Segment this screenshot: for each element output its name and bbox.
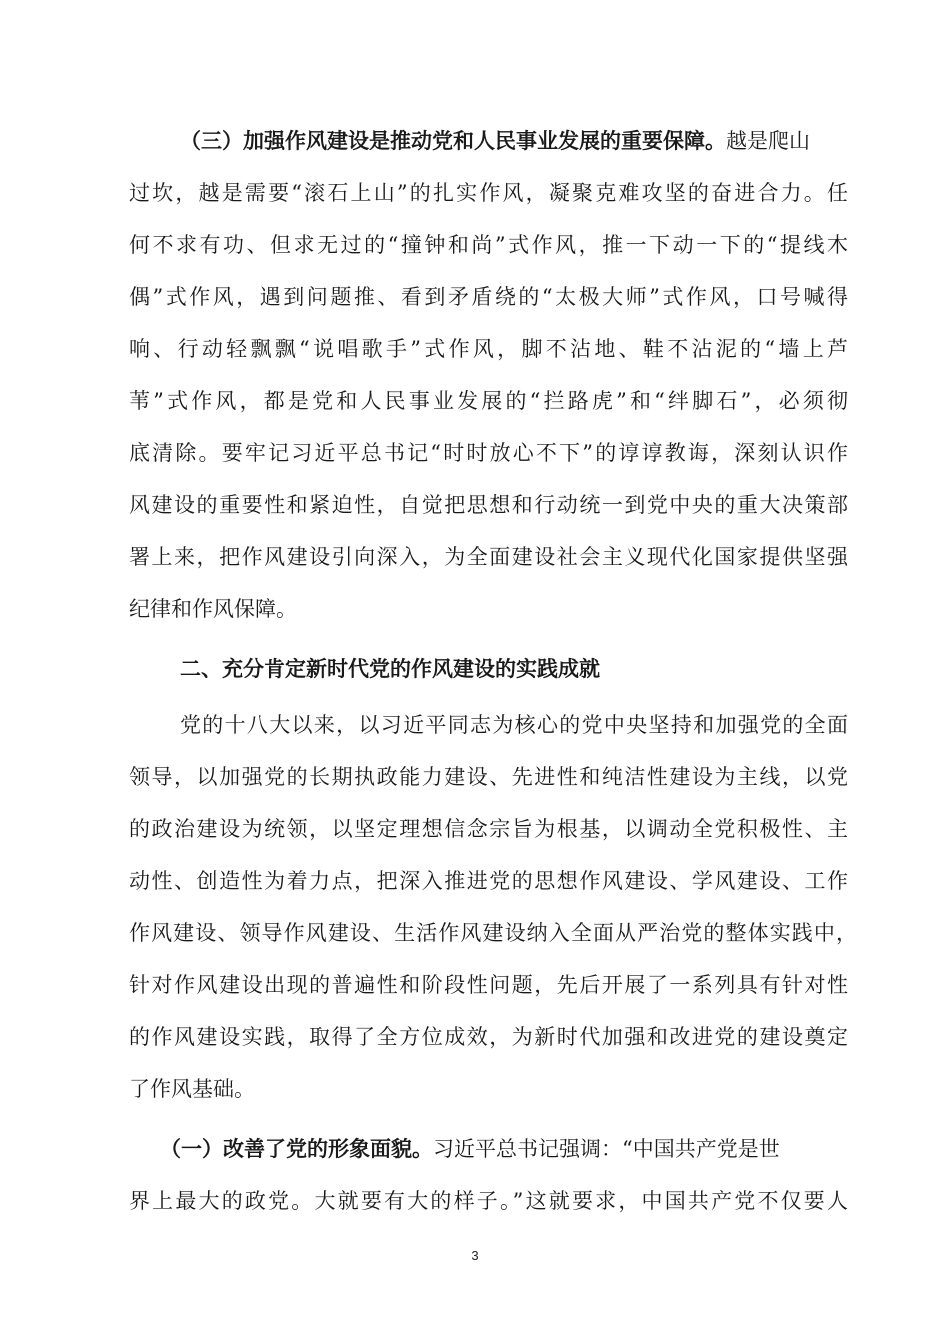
paragraph-line: 的作风建设实践，取得了全方位成效，为新时代加强和改进党的建设奠定 <box>129 1025 848 1049</box>
paragraph-line: 纪律和作风保障。 <box>129 597 297 621</box>
page-number: 3 <box>471 1248 479 1263</box>
section-heading-2: 二、充分肯定新时代党的作风建设的实践成就 <box>180 656 600 681</box>
section-heading-1: （一）改善了党的形象面貌。 <box>160 1136 433 1161</box>
paragraph-line: 领导，以加强党的长期执政能力建设、先进性和纯洁性建设为主线，以党 <box>129 765 848 789</box>
paragraph-line: 的政治建设为统领，以坚定理想信念宗旨为根基，以调动全党积极性、主 <box>129 817 848 841</box>
paragraph-line: 何不求有功、但求无过的“撞钟和尚”式作风，推一下动一下的“提线木 <box>129 233 848 257</box>
paragraph-line: 作风建设、领导作风建设、生活作风建设纳入全面从严治党的整体实践中， <box>129 921 857 945</box>
paragraph-line: 响、行动轻飘飘“说唱歌手”式作风，脚不沾地、鞋不沾泥的“墙上芦 <box>129 337 848 361</box>
paragraph-line: 底清除。要牢记习近平总书记“时时放心不下”的谆谆教诲，深刻认识作 <box>129 441 848 465</box>
paragraph-line: 风建设的重要性和紧迫性，自觉把思想和行动统一到党中央的重大决策部 <box>129 493 848 517</box>
paragraph-line <box>160 1134 848 1164</box>
paragraph-line: 党的十八大以来，以习近平同志为核心的党中央坚持和加强党的全面 <box>180 713 848 737</box>
paragraph-line: 界上最大的政党。大就要有大的样子。”这就要求，中国共产党不仅要人 <box>129 1189 848 1213</box>
paragraph-text: 越是爬山 <box>726 129 810 153</box>
paragraph-line <box>180 126 848 156</box>
paragraph-text: 习近平总书记强调：“中国共产党是世 <box>433 1137 780 1161</box>
paragraph-line: 了作风基础。 <box>129 1077 255 1101</box>
paragraph-line: 动性、创造性为着力点，把深入推进党的思想作风建设、学风建设、工作 <box>129 869 848 893</box>
paragraph-line: 偶”式作风，遇到问题推、看到矛盾绕的“太极大师”式作风，口号喊得 <box>129 285 848 309</box>
paragraph-line: 署上来，把作风建设引向深入，为全面建设社会主义现代化国家提供坚强 <box>129 545 848 569</box>
paragraph-line: 针对作风建设出现的普遍性和阶段性问题，先后开展了一系列具有针对性 <box>129 973 848 997</box>
paragraph-line: 过坎，越是需要“滚石上山”的扎实作风，凝聚克难攻坚的奋进合力。任 <box>129 181 848 205</box>
section-heading-3: （三）加强作风建设是推动党和人民事业发展的重要保障。 <box>180 128 726 153</box>
paragraph-line: 苇”式作风，都是党和人民事业发展的“拦路虎”和“绊脚石”，必须彻 <box>129 389 848 413</box>
